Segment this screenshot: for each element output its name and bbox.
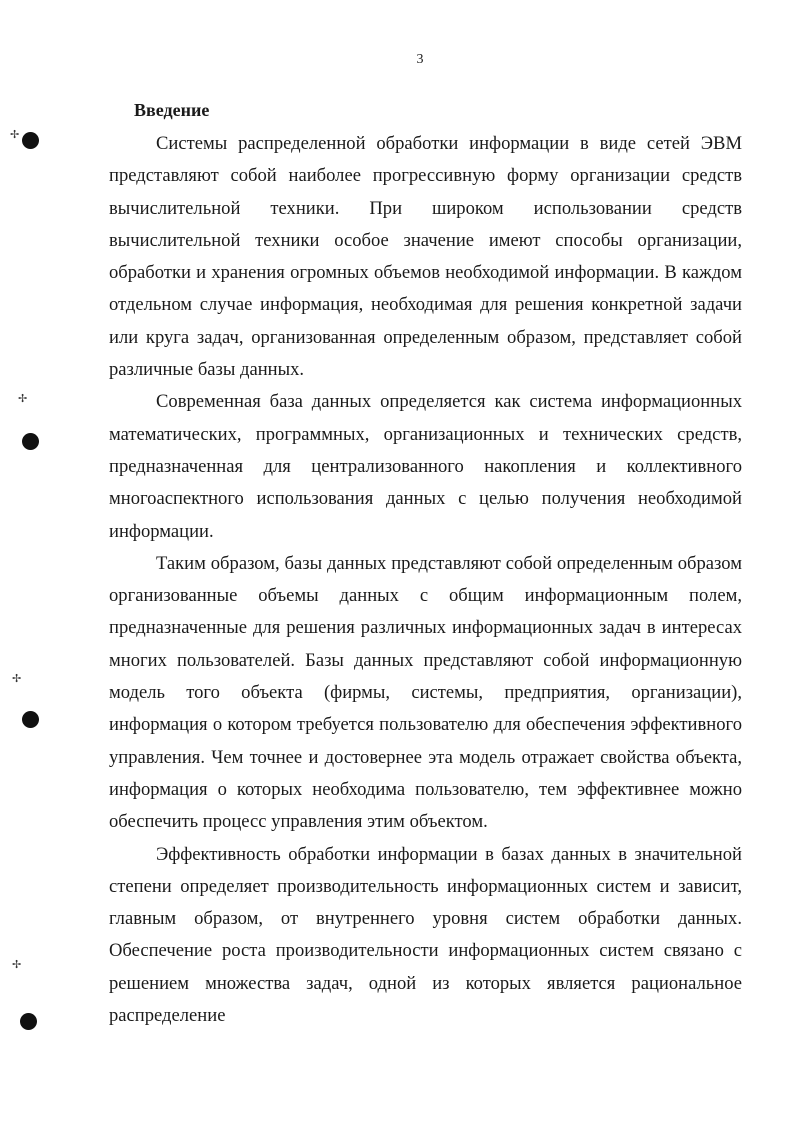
binding-hole	[20, 1013, 37, 1030]
binding-hole	[22, 132, 39, 149]
section-heading: Введение	[134, 100, 210, 120]
paragraph: Эффективность обработки информации в базах данных в значительной степени определяет производительность информационных систем и зависит, главным образом, от внутреннего уровня систем обработки данных. Обеспечение роста производительности информационных систем связано с решением множества задач, одной из которых является рациональное распределение	[109, 843, 742, 1027]
paragraph: Современная база данных определяется как система информационных математических, программных, организационных и технических средств, предназначенная для централизованного накопления и коллективного многоаспектного использования данных с целью получения необходимой информации.	[109, 391, 742, 542]
page-number: 3	[416, 52, 424, 67]
scan-mark: ✢	[12, 959, 21, 971]
scan-mark: ✢	[18, 393, 27, 405]
scan-mark: ✢	[12, 673, 21, 685]
scan-mark: ✢	[10, 129, 19, 141]
body-text	[109, 128, 742, 1032]
binding-hole	[22, 711, 39, 728]
paragraph: Системы распределенной обработки информации в виде сетей ЭВМ представляют собой наиболее прогрессивную форму организации средств вычислительной техники. При широком использовании средств вычислительной техники особое значение имеют способы организации, обработки и хранения огромных объемов необходимой информации. В каждом отдельном случае информация, необходимая для решения конкретной задачи или круга задач, организованная определенным образом, представляет собой различные базы данных.	[109, 133, 742, 381]
paragraph: Таким образом, базы данных представляют собой определенным образом организованные объемы данных с общим информационным полем, предназначенные для решения различных информационных задач в интересах многих пользователей. Базы данных представляют собой информационную модель того объекта (фирмы, системы, предприятия, организации), информация о котором требуется пользователю для обеспечения эффективного управления. Чем точнее и достовернее эта модель отражает свойства объекта, информация о которых необходима пользователю, тем эффективнее можно обеспечить процесс управления этим объектом.	[109, 552, 742, 833]
binding-hole	[22, 433, 39, 450]
